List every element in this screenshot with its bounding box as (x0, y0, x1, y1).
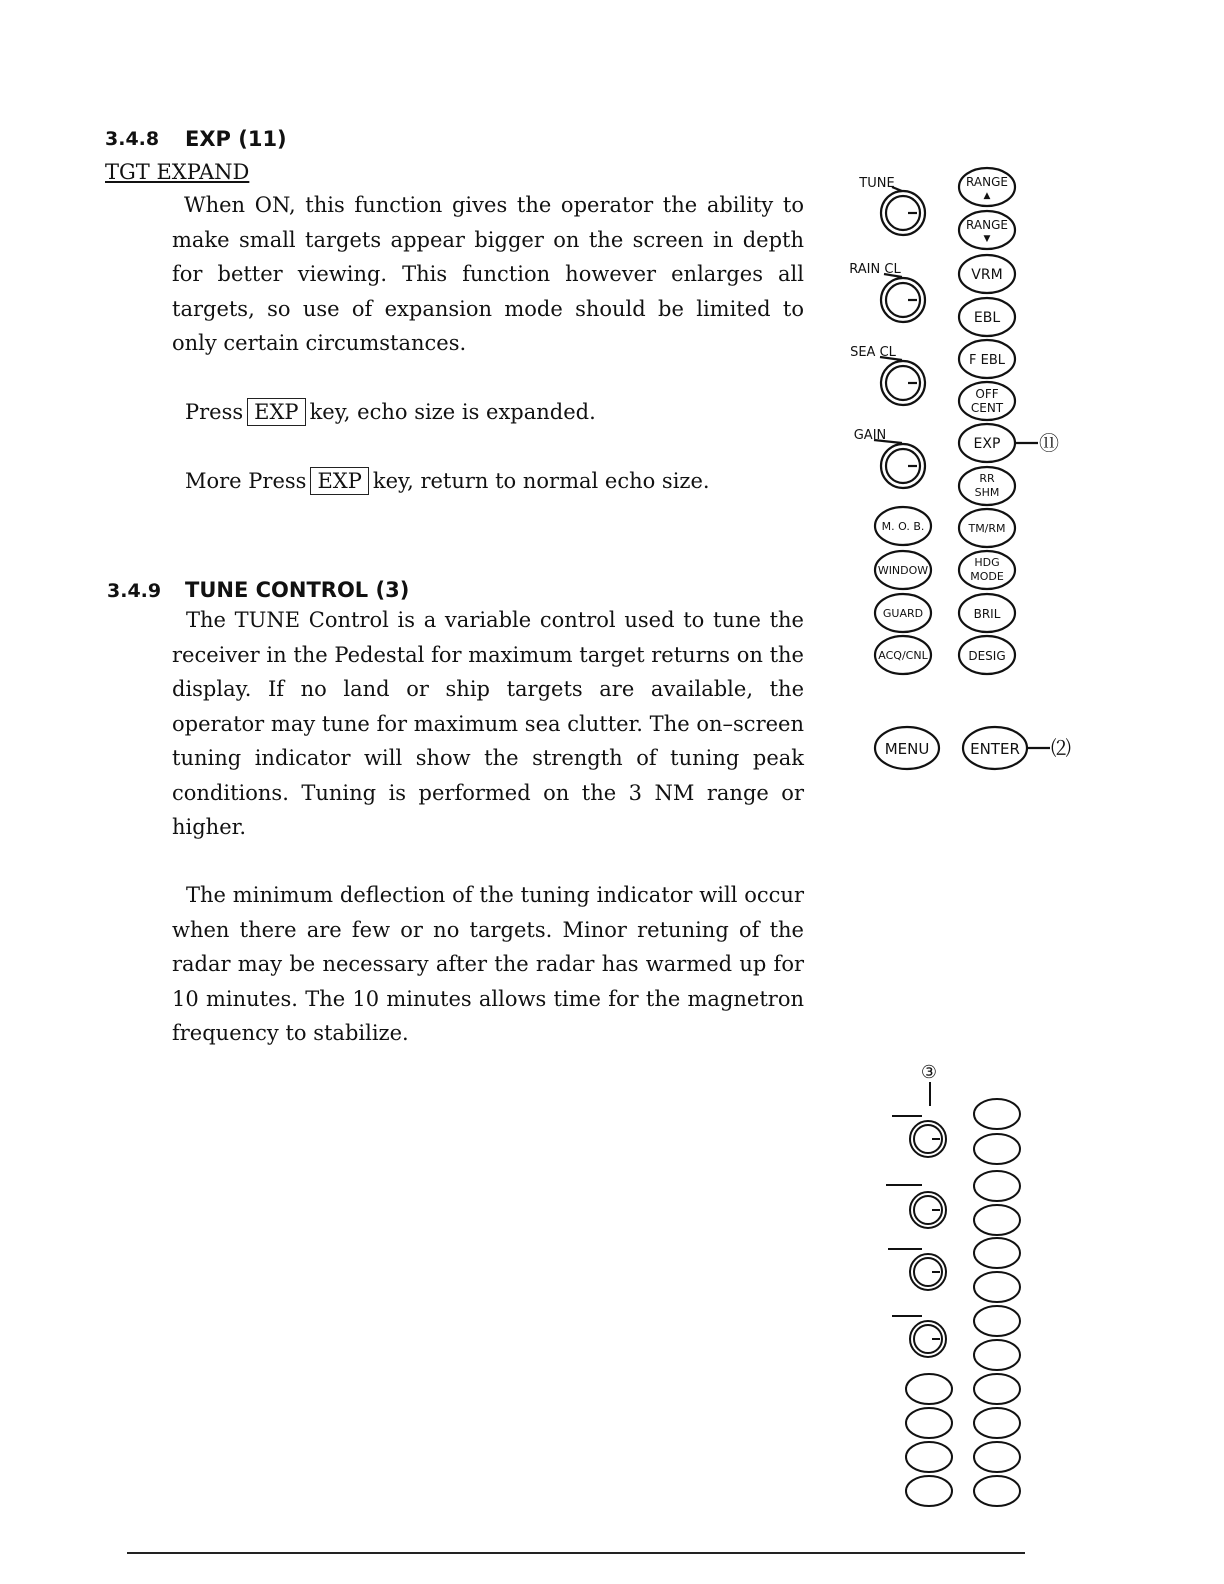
key-label-right: RR (979, 472, 995, 485)
section-number-tune: 3.4.9 (107, 580, 162, 602)
key-label-left: ACQ/CNL (878, 649, 928, 662)
press-exp-line-2 (185, 467, 710, 495)
key-label-right: RANGE (966, 218, 1008, 232)
callout-11: ⑪ (1039, 431, 1059, 455)
press-exp-line-1 (185, 398, 596, 426)
key-label-right: RANGE (966, 175, 1008, 189)
callout-3: ③ (920, 1062, 938, 1083)
enter-key-label: ENTER (970, 740, 1020, 758)
key-label-right: MODE (970, 570, 1004, 583)
press-label: More Press (185, 469, 307, 493)
key-arrow: ▼ (983, 234, 991, 244)
key-label-right: BRIL (973, 607, 1001, 621)
exp-key-label: EXP (247, 398, 305, 426)
press-result: key, echo size is expanded. (309, 400, 596, 424)
key-arrow: ▲ (983, 191, 991, 201)
key-label-right: DESIG (968, 649, 1006, 663)
subheading-tgt-expand: TGT EXPAND (105, 160, 250, 184)
control-panel-diagram-bottom (860, 1058, 1060, 1508)
key-label-right: F EBL (969, 353, 1005, 368)
knob-label: TUNE (859, 176, 895, 191)
section-title-tune: TUNE CONTROL (3) (185, 578, 410, 602)
menu-key-label: MENU (884, 740, 930, 758)
key-label-right: TM/RM (968, 522, 1006, 535)
press-result: key, return to normal echo size. (372, 469, 710, 493)
knob-label: GAIN (853, 428, 887, 443)
key-label-left: WINDOW (877, 564, 929, 577)
key-label-right: SHM (974, 486, 1000, 499)
key-label-right: OFF (975, 387, 999, 401)
control-panel-diagram-top (840, 160, 1080, 800)
key-label-left: GUARD (882, 607, 924, 620)
key-label-right: EBL (973, 310, 1001, 326)
knob-label: SEA CL (850, 345, 896, 360)
tune-indicator-note: The minimum deflection of the tuning indicator will occur when there are few or no targets. Minor retuning of the radar may be necessary after the radar has warmed up for 10 minutes. The 10 minutes allows time for the magnetron frequency to stabilize. (172, 883, 804, 1045)
key-label-left: M. O. B. (881, 520, 925, 533)
key-label-right: EXP (973, 436, 1001, 452)
page-footer-rule (127, 1552, 1025, 1554)
exp-description: When ON, this function gives the operator the ability to make small targets appear bigger on the screen in depth for better viewing. This function however enlarges all targets, so use of expansion mode should be limited to only certain circumstances. (172, 193, 804, 355)
press-label: Press (185, 400, 244, 424)
key-label-right: HDG (974, 556, 1000, 569)
section-title-exp: EXP (11) (185, 127, 287, 151)
tune-description: The TUNE Control is a variable control used to tune the receiver in the Pedestal for maximum target returns on the display. If no land or ship targets are available, the operator may tune for maximum sea clutter. The on–screen tuning indicator will show the strength of tuning peak conditions. Tuning is performed on the 3 NM range or higher. (172, 608, 804, 839)
key-label-right: VRM (971, 267, 1003, 283)
section-number-exp: 3.4.8 (105, 128, 160, 150)
exp-key-label: EXP (310, 467, 368, 495)
knob-label: RAIN CL (849, 262, 901, 277)
key-label-right: CENT (970, 401, 1004, 415)
callout-22: ⑵ (1051, 736, 1071, 760)
